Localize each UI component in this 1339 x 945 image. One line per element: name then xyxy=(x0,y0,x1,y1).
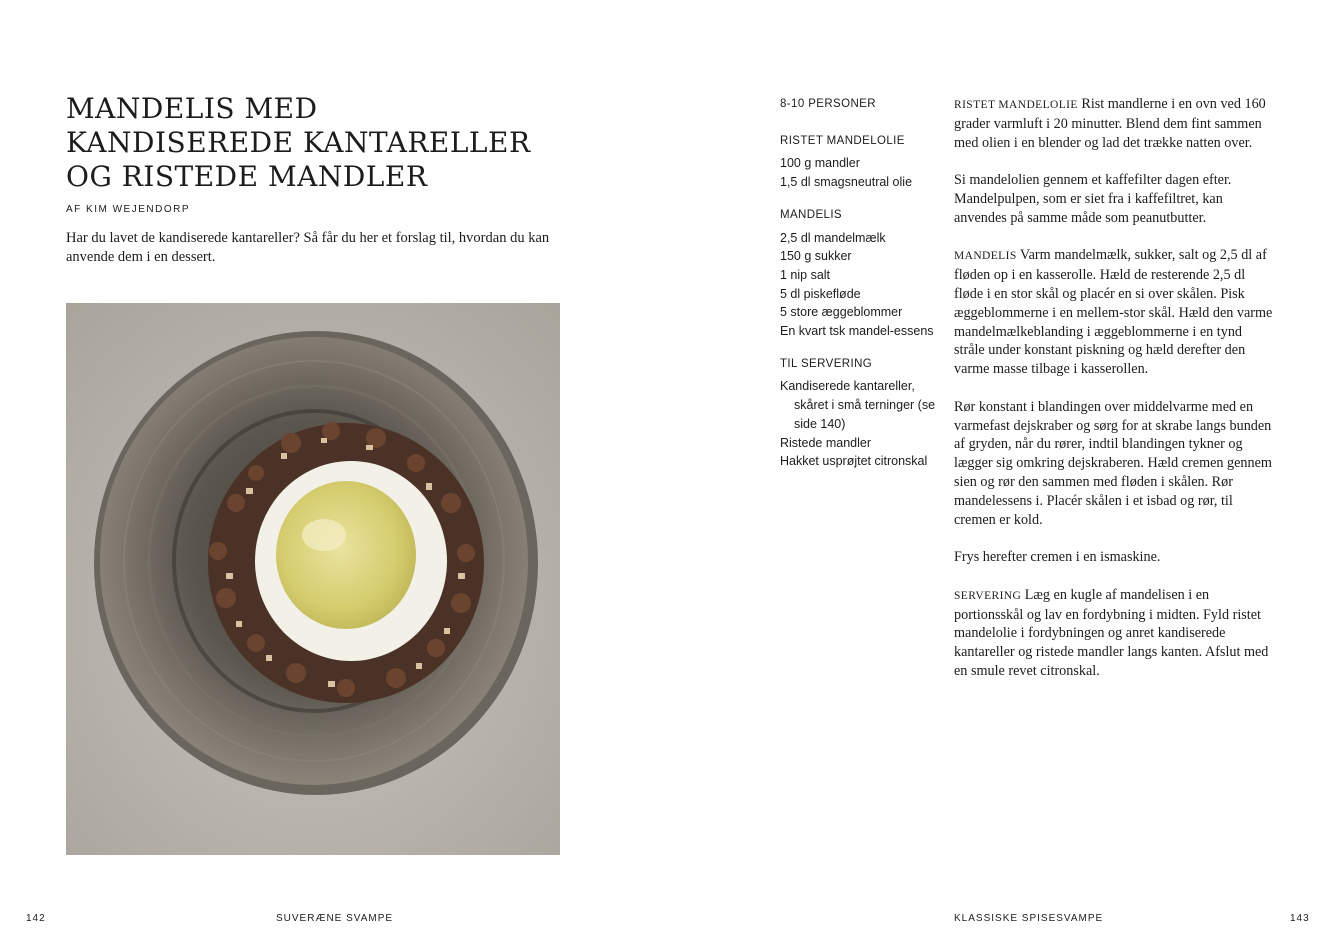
method-text: Varm mandelmælk, sukker, salt og 2,5 dl af fløden op i en kasserolle. Hæld de resterende 2,5 dl fløde i en stor skål og placér en si over skålen. Pisk æggeblommerne i en mellem-stor skål. Hæld den varme mandelmælkeblanding i æggeblommerne i en tynd stråle under konstant piskning og hæld derefter den varme masse tilbage i kasserollen. xyxy=(954,247,1273,378)
page-number-left: 142 xyxy=(26,913,46,924)
ingredient-section-title: TIL SERVERING xyxy=(780,357,873,370)
method-paragraph xyxy=(954,95,1274,152)
ingredient-item: En kvart tsk mandel-essens xyxy=(780,324,934,339)
running-head-left: SUVERÆNE SVAMPE xyxy=(276,913,394,924)
ingredient-item: 150 g sukker xyxy=(780,249,852,264)
ingredient-item: 1 nip salt xyxy=(780,267,831,282)
servings-label: 8-10 PERSONER xyxy=(780,98,876,110)
ingredient-section-title: RISTET MANDELOLIE xyxy=(780,134,905,147)
method-lead: MANDELIS xyxy=(954,250,1017,263)
method-lead: RISTET MANDELOLIE xyxy=(954,99,1078,111)
method-paragraph xyxy=(954,548,1274,567)
ingredient-item: 2,5 dl mandelmælk xyxy=(780,230,886,245)
method-paragraph xyxy=(954,246,1274,379)
method-text: Rør konstant i blandingen over middelvarme med en varmefast dejskraber og sørg for at skrabe langs bunden af gryden, når du rører, indtil blandingen tykner og lægger sig omkring dejskraberen. Hæld cremen gennem sien og rør den sammen med fløden i skålen. Rør mandelessens i. Placér skålen i et isbad og rør, til cremen er kold. xyxy=(954,398,1272,528)
method-paragraph xyxy=(954,398,1274,530)
dessert-photo-illustration xyxy=(66,303,560,855)
ingredient-item: Hakket usprøjtet citronskal xyxy=(780,454,928,469)
ingredient-item: 5 store æggeblommer xyxy=(780,305,903,320)
ingredients-column xyxy=(780,95,945,485)
ingredient-list xyxy=(780,229,945,341)
ingredient-item: 1,5 dl smagsneutral olie xyxy=(780,175,913,190)
method-paragraph xyxy=(954,171,1274,227)
method-lead: SERVERING xyxy=(954,589,1022,602)
method-text: Si mandelolien gennem et kaffefilter dagen efter. Mandelpulpen, som er siet fra i kaffefiltret, kan anvendes på samme måde som peanutbutter. xyxy=(954,172,1232,226)
ingredient-item: Kandiserede kantareller, skåret i små terninger (se side 140) xyxy=(780,379,936,431)
ingredient-list xyxy=(780,154,945,191)
ingredient-section xyxy=(780,355,945,471)
method-text: Frys herefter cremen i en ismaskine. xyxy=(954,549,1161,566)
method-text: Rist mandlerne i en ovn ved 160 grader varmluft i 20 minutter. Blend dem fint sammen med olien i en blender og lad det trække natten over. xyxy=(954,96,1266,151)
ingredient-section xyxy=(780,206,945,341)
ingredient-item: Ristede mandler xyxy=(780,435,872,450)
dessert-photo xyxy=(66,303,560,855)
method-paragraph xyxy=(954,586,1274,681)
running-head-right: KLASSISKE SPISESVAMPE xyxy=(954,913,1104,924)
ingredient-section-title: MANDELIS xyxy=(780,208,842,221)
method-text: Læg en kugle af mandelisen i en portionsskål og lav en fordybning i midten. Fyld ristet mandelolie i fordybningen og anret kandiserede kantareller og ristede mandler langs kanten. Afslut med en smule revet citronskal. xyxy=(954,586,1269,679)
ingredient-item: 100 g mandler xyxy=(780,156,860,171)
recipe-title: MANDELIS MED KANDISEREDE KANTARELLER OG RISTEDE MANDLER xyxy=(66,92,531,193)
ingredient-section xyxy=(780,132,945,192)
page-number-right: 143 xyxy=(1290,913,1310,924)
ingredient-item: 5 dl piskefløde xyxy=(780,286,861,301)
recipe-byline: AF KIM WEJENDORP xyxy=(66,204,191,215)
ingredient-list xyxy=(780,377,945,471)
method-column xyxy=(954,95,1274,700)
recipe-intro: Har du lavet de kandiserede kantareller? Så får du her et forslag til, hvordan du kan anvende dem i en dessert. xyxy=(66,230,550,265)
